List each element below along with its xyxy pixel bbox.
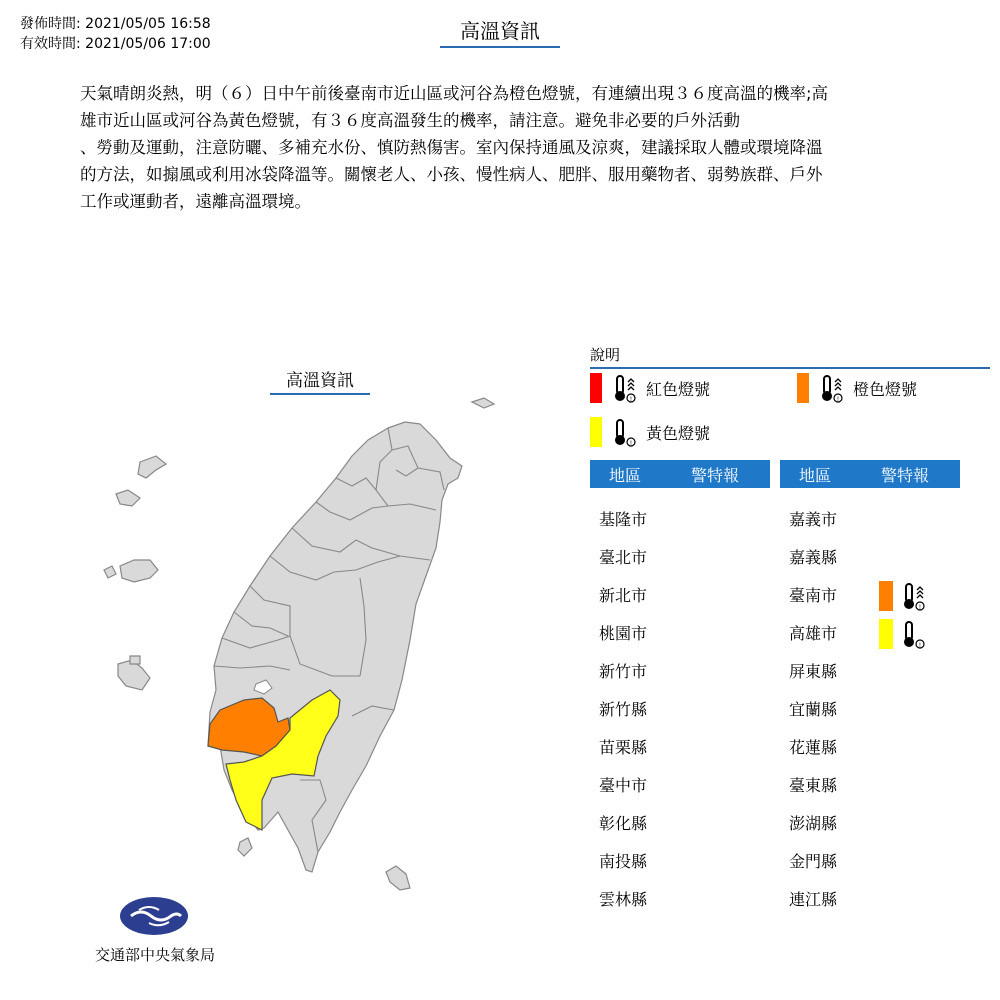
issued-time: 2021/05/05 16:58 bbox=[85, 16, 211, 32]
list-item: 新竹縣 bbox=[599, 700, 648, 719]
warning-kaohsiung-yellow bbox=[879, 618, 935, 650]
agency-name: 交通部中央氣象局 bbox=[94, 946, 215, 964]
orange-swatch bbox=[879, 581, 893, 611]
list-item: 金門縣 bbox=[789, 852, 838, 871]
list-item: 南投縣 bbox=[599, 852, 648, 871]
list-item: 雲林縣 bbox=[599, 890, 648, 909]
header-region: 地區 bbox=[608, 465, 641, 485]
table-header-left bbox=[590, 460, 770, 488]
yellow-swatch bbox=[879, 619, 893, 649]
thermometer-icon bbox=[899, 618, 927, 650]
list-item: 新竹市 bbox=[599, 662, 648, 681]
island-xiaoliuqiu bbox=[238, 838, 252, 856]
island-penghu-2 bbox=[104, 566, 116, 578]
page-title: 高溫資訊 bbox=[440, 15, 560, 48]
list-item: 臺南市 bbox=[789, 586, 838, 605]
svg-text:!: ! bbox=[918, 604, 922, 611]
svg-text:!: ! bbox=[629, 440, 633, 447]
legend-label-yellow: 黃色燈號 bbox=[646, 423, 711, 443]
list-item: 桃園市 bbox=[599, 624, 648, 643]
list-item: 臺中市 bbox=[599, 776, 648, 795]
header-warning: 警特報 bbox=[880, 465, 929, 485]
island-matsu-1 bbox=[472, 398, 494, 408]
island-kinmen-2 bbox=[116, 490, 140, 506]
thermometer-icon bbox=[610, 416, 638, 448]
list-item: 嘉義縣 bbox=[789, 548, 838, 567]
list-item: 高雄市 bbox=[789, 624, 838, 643]
header-region: 地區 bbox=[798, 465, 831, 485]
thermometer-icon bbox=[610, 372, 638, 404]
legend-label-orange: 橙色燈號 bbox=[853, 379, 918, 399]
thermometer-icon bbox=[817, 372, 845, 404]
svg-text:!: ! bbox=[629, 396, 633, 403]
list-item: 花蓮縣 bbox=[789, 738, 838, 757]
warning-tainan-orange bbox=[879, 580, 935, 612]
island-kinmen-1 bbox=[138, 456, 166, 478]
legend-item-orange bbox=[797, 372, 917, 404]
legend-item-yellow bbox=[590, 416, 710, 448]
table-header-right bbox=[780, 460, 960, 488]
list-item: 連江縣 bbox=[789, 890, 838, 909]
cwb-logo-icon bbox=[119, 896, 189, 936]
list-item: 苗栗縣 bbox=[599, 738, 648, 757]
red-swatch bbox=[590, 373, 602, 403]
svg-text:!: ! bbox=[918, 642, 922, 649]
island-penghu-4 bbox=[130, 656, 140, 664]
svg-text:!: ! bbox=[836, 396, 840, 403]
list-item: 嘉義市 bbox=[789, 510, 838, 529]
valid-time: 2021/05/06 17:00 bbox=[85, 36, 211, 52]
island-penghu-1 bbox=[120, 560, 158, 582]
list-item: 臺東縣 bbox=[789, 776, 838, 795]
list-item: 臺北市 bbox=[599, 548, 648, 567]
orange-swatch bbox=[797, 373, 809, 403]
issued-label: 發佈時間: bbox=[20, 16, 81, 32]
list-item: 彰化縣 bbox=[599, 814, 648, 833]
list-item: 宜蘭縣 bbox=[789, 700, 838, 719]
list-item: 基隆市 bbox=[599, 510, 648, 529]
description: 天氣晴朗炎熱，明（６）日中午前後臺南市近山區或河谷為橙色燈號，有連續出現３６度高溫的機率;高 雄市近山區或河谷為黃色燈號，有３６度高溫發生的機率，請注意。避免非必要的戶外活動 、勞動及運動，注意防曬、多補充水份、慎防熱傷害。室內保持通風及涼爽，建議採取人體或環境降溫 的方法，如搧風或利用冰袋降溫等。關懷老人、小孩、慢性病人、肥胖、服用藥物者、弱勢族群、戶外 工作或運動者，遠離高溫環境。 bbox=[80, 84, 829, 211]
legend-title: 說明 bbox=[590, 344, 990, 369]
legend-label-red: 紅色燈號 bbox=[646, 379, 711, 399]
valid-label: 有效時間: bbox=[20, 36, 81, 52]
legend-item-red bbox=[590, 372, 710, 404]
thermometer-icon bbox=[899, 580, 927, 612]
list-item: 澎湖縣 bbox=[789, 814, 838, 833]
list-item: 屏東縣 bbox=[789, 662, 838, 681]
island-lanyu bbox=[386, 866, 410, 890]
list-item: 新北市 bbox=[599, 586, 648, 605]
map-title: 高溫資訊 bbox=[270, 366, 370, 395]
header-warning: 警特報 bbox=[690, 465, 739, 485]
yellow-swatch bbox=[590, 417, 602, 447]
